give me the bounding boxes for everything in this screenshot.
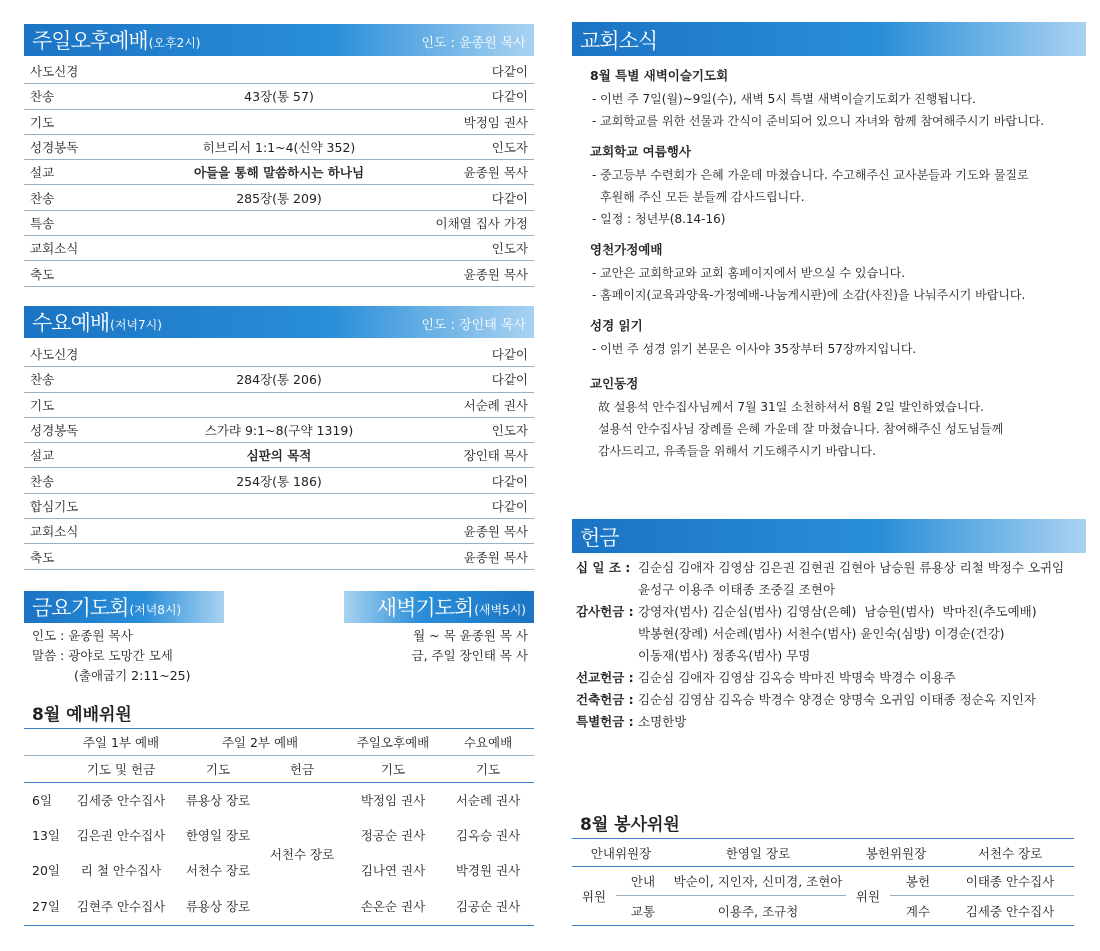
order-person: 윤종원 목사 [463,165,528,181]
order-item: 설교 [30,165,55,181]
order-content: 284장(통 206) [236,372,322,388]
news-line: - 홈페이지(교육과양육-가정예배-나눔게시판)에 소감(사진)을 나눠주시기 바랍니다. [592,288,1026,302]
dawn-prayer-info [412,626,528,666]
member-news-line: 설용석 안수집사님 장례를 은혜 가운데 잘 마쳤습니다. 참여해주신 성도님들께 [598,422,1004,436]
news-heading: 교회학교 여름행사 [590,144,691,159]
head-prayer-3: 기도 [380,762,406,777]
row-prayer-4: 김공순 권사 [455,899,521,915]
order-item: 축도 [30,549,55,565]
order-content: 43장(통 57) [244,89,314,105]
order-person: 장인태 목사 [463,448,528,464]
order-content: 히브리서 1:1~4(신약 352) [202,140,356,156]
order-person: 윤종원 목사 [463,549,528,565]
order-person: 인도자 [491,241,528,257]
order-person: 서순례 권사 [463,397,528,413]
offering-names: 김순심 김애자 김영삼 김은권 김현권 김현아 남승원 류용상 리철 박정수 오귀임 [638,560,1065,575]
order-person: 다같이 [491,190,528,206]
wednesday-service-leader: 인도 : 장인태 목사 [421,318,526,333]
order-person: 인도자 [491,140,528,156]
worship-head-row-1 [24,729,534,756]
service-committee-table [572,838,1074,926]
offering-names: 김순심 김애자 김영삼 김옥승 박마진 박명숙 박경수 이용주 [638,670,956,685]
order-item: 합심기도 [30,498,79,514]
sunday-service-title: 주일오후예배 [32,29,148,53]
row-prayer-3: 정공순 권사 [360,827,426,843]
guide-head-label: 안내위원장 [590,845,652,861]
worship-head-row-2 [24,756,534,783]
row-prayer-4: 김옥승 권사 [455,827,521,843]
count-members: 김세중 안수집사 [965,903,1055,919]
order-row [24,110,534,135]
order-item: 축도 [30,266,55,282]
guide-label: 안내 [630,874,656,889]
row-prayer-offering: 김세중 안수집사 [76,793,166,809]
order-row [24,211,534,236]
order-person: 박정임 권사 [463,114,528,130]
offering-label: 건축헌금 : [576,692,634,707]
friday-leader: 인도 : 윤종원 목사 [32,628,133,643]
order-row [24,519,534,544]
order-person: 다같이 [491,347,528,363]
offering-label: 감사헌금 : [576,604,634,619]
order-item: 기도 [30,397,55,413]
row-prayer-4: 서순례 권사 [455,793,521,809]
member-label: 위원 [572,867,616,926]
offering-group [576,689,1086,711]
offering-label: 특별헌금 : [576,714,634,729]
order-row [24,261,534,286]
church-news-title: 교회소식 [580,29,658,53]
order-item: 설교 [30,448,55,464]
order-item: 기도 [30,114,55,130]
sunday-service-leader: 인도 : 윤종원 목사 [421,36,526,51]
member-news-section [590,374,1080,462]
order-item: 성경봉독 [30,423,79,439]
row-prayer-2: 류용상 장로 [185,793,251,809]
offering-names: 이동재(범사) 정종옥(범사) 무명 [638,648,811,663]
order-person: 윤종원 목사 [463,266,528,282]
wednesday-order-list [24,342,534,570]
row-offering-2: 서천수 장로 [269,847,335,862]
row-prayer-2: 서천수 장로 [185,862,251,878]
offering-group [576,711,1086,733]
row-prayer-offering: 김은권 안수집사 [76,827,166,843]
news-section [590,66,1080,132]
dawn-prayer-header [344,591,534,623]
member-news-heading: 교인동정 [590,376,639,391]
order-item: 찬송 [30,89,55,105]
offering-head-label: 봉헌위원장 [865,845,927,861]
head-wednesday-service: 수요예배 [463,735,513,750]
news-line: - 교안은 교회학교와 교회 홈페이지에서 받으실 수 있습니다. [592,266,906,280]
head-prayer-offering: 기도 및 헌금 [86,762,156,777]
news-line: - 이번 주 7일(월)~9일(수), 새벽 5시 특별 새벽이슬기도회가 진행됩니다. [592,92,976,106]
head-prayer-2: 기도 [205,762,231,777]
order-item: 사도신경 [30,347,79,363]
order-item: 찬송 [30,372,55,388]
row-prayer-3: 박정임 권사 [360,793,426,809]
offering-label: 십 일 조 : [576,560,631,575]
guide-head-name: 한영일 장로 [725,845,791,861]
count-label: 계수 [905,903,931,919]
order-person: 다같이 [491,498,528,514]
order-item: 사도신경 [30,64,79,80]
order-row [24,135,534,160]
head-offering-2: 헌금 [289,762,315,777]
offering-names: 윤성구 이용주 이태종 조중길 조현아 [638,582,836,597]
service-row-traffic [572,896,1074,926]
worship-committee-table [24,728,534,926]
row-date: 20일 [32,862,60,878]
church-news-header [572,22,1086,56]
order-content: 스가랴 9:1~8(구약 1319) [204,423,354,439]
traffic-members: 이용주, 조규청 [717,903,799,919]
order-content: 285장(통 209) [236,190,322,206]
row-date: 27일 [32,899,60,915]
offering-header [572,519,1086,553]
offering-names: 소명한방 [638,714,687,729]
news-line: 후원해 주신 모든 분들께 감사드립니다. [600,190,805,204]
church-news-body [590,56,1080,462]
service-head-row [572,839,1074,867]
dawn-prayer-time: (새벽5시) [474,603,526,617]
guide-members: 박순이, 지인자, 신미경, 조현아 [673,874,843,889]
order-row [24,393,534,418]
traffic-label: 교통 [630,903,656,919]
dawn-weekday-leader: 월 ~ 목 윤종원 목 사 [413,628,528,643]
head-prayer-4: 기도 [475,762,501,777]
wednesday-service-title: 수요예배 [32,311,110,335]
offering-group [576,667,1086,689]
offering-names: 김순심 김영삼 김옥승 박경수 양경순 양명숙 오귀임 이태종 정순옥 지인자 [638,692,1037,707]
worship-committee-title: 8월 예배위원 [32,705,132,725]
order-item: 성경봉독 [30,140,79,156]
order-content: 심판의 목적 [246,448,312,464]
order-row [24,443,534,468]
order-row [24,185,534,210]
head-first-service: 주일 1부 예배 [82,735,160,750]
friday-sermon: 말씀 : 광야로 도망간 모세 [32,648,173,663]
wednesday-service-time: (저녁7시) [110,318,162,332]
order-row [24,468,534,493]
order-row [24,367,534,392]
friday-prayer-info [32,626,190,686]
row-prayer-2: 류용상 장로 [185,899,251,915]
order-row [24,160,534,185]
row-prayer-offering: 김현주 안수집사 [76,899,166,915]
row-date: 6일 [32,793,53,809]
row-prayer-offering: 리 철 안수집사 [80,862,162,878]
table-row [24,783,534,818]
service-committee-title: 8월 봉사위원 [580,815,680,835]
order-item: 교회소식 [30,524,79,540]
service-row-guide [572,867,1074,896]
head-second-service: 주일 2부 예배 [221,735,299,750]
news-section [590,142,1080,230]
feast-member-label: 위원 [846,867,890,926]
friday-prayer-time: (저녁8시) [129,603,182,617]
sunday-service-header [24,24,534,56]
order-row [24,342,534,367]
order-person: 윤종원 목사 [463,524,528,540]
offering-head-name: 서천수 장로 [977,845,1043,861]
order-row [24,544,534,569]
news-line: - 교회학교를 위한 선물과 간식이 준비되어 있으니 자녀와 함께 참여해주시기 바랍니다. [592,114,1045,128]
order-person: 인도자 [491,423,528,439]
order-item: 찬송 [30,473,55,489]
friday-prayer-title: 금요기도회 [32,596,129,620]
news-section [590,316,1080,360]
dawn-weekend-leader: 금, 주일 장인태 목 사 [411,648,528,663]
order-content: 아들을 통해 말씀하시는 하나님 [193,165,365,181]
offering-list [576,557,1086,733]
order-person: 다같이 [491,64,528,80]
order-row [24,84,534,109]
news-line: - 중고등부 수련회가 은혜 가운데 마쳤습니다. 수고해주신 교사분들과 기도와 물질로 [592,168,1029,182]
offering-group [576,557,1086,601]
dawn-prayer-title: 새벽기도회 [376,596,474,620]
order-content: 254장(통 186) [236,473,322,489]
order-person: 이채열 집사 가정 [435,215,528,231]
offer-members: 이태종 안수집사 [965,874,1055,889]
offering-label: 선교헌금 : [576,670,634,685]
offering-title: 헌금 [580,526,619,550]
order-person: 다같이 [491,89,528,105]
offering-group [576,601,1086,667]
news-line: - 이번 주 성경 읽기 본문은 이사야 35장부터 57장까지입니다. [592,342,917,356]
sunday-order-list [24,59,534,287]
order-item: 교회소식 [30,241,79,257]
friday-prayer-header [24,591,224,623]
row-prayer-3: 손온순 권사 [360,899,426,915]
offering-names: 박봉현(장례) 서순례(범사) 서천수(범사) 윤인숙(심방) 이경순(건강) [638,626,1005,641]
row-prayer-2: 한영일 장로 [185,827,251,843]
order-row [24,494,534,519]
order-person: 다같이 [491,372,528,388]
row-date: 13일 [32,827,60,843]
news-section [590,240,1080,306]
member-news-line: 감사드리고, 유족들을 위해서 기도해주시기 바랍니다. [598,444,876,458]
order-person: 다같이 [491,473,528,489]
friday-scripture: (출애굽기 2:11~25) [74,668,191,683]
row-prayer-4: 박경원 권사 [455,862,521,878]
news-line: - 일정 : 청년부(8.14-16) [592,212,726,226]
news-heading: 8월 특별 새벽이슬기도회 [590,68,729,83]
sunday-service-time: (오후2시) [148,36,201,50]
order-row [24,59,534,84]
order-row [24,236,534,261]
news-heading: 성경 읽기 [590,318,643,333]
member-news-line: 故 설용석 안수집사님께서 7월 31일 소천하셔서 8월 2일 발인하였습니다. [598,400,984,414]
offer-label: 봉헌 [905,874,931,889]
news-heading: 영천가정예배 [590,242,663,257]
order-item: 찬송 [30,190,55,206]
head-afternoon-service: 주일오후예배 [356,735,430,750]
wednesday-service-header [24,306,534,338]
row-prayer-3: 김나연 권사 [360,862,426,878]
order-row [24,418,534,443]
offering-names: 강영자(범사) 김순심(범사) 김영삼(은혜) 남승원(범사) 박마진(추도예배) [638,604,1037,619]
order-item: 특송 [30,215,55,231]
